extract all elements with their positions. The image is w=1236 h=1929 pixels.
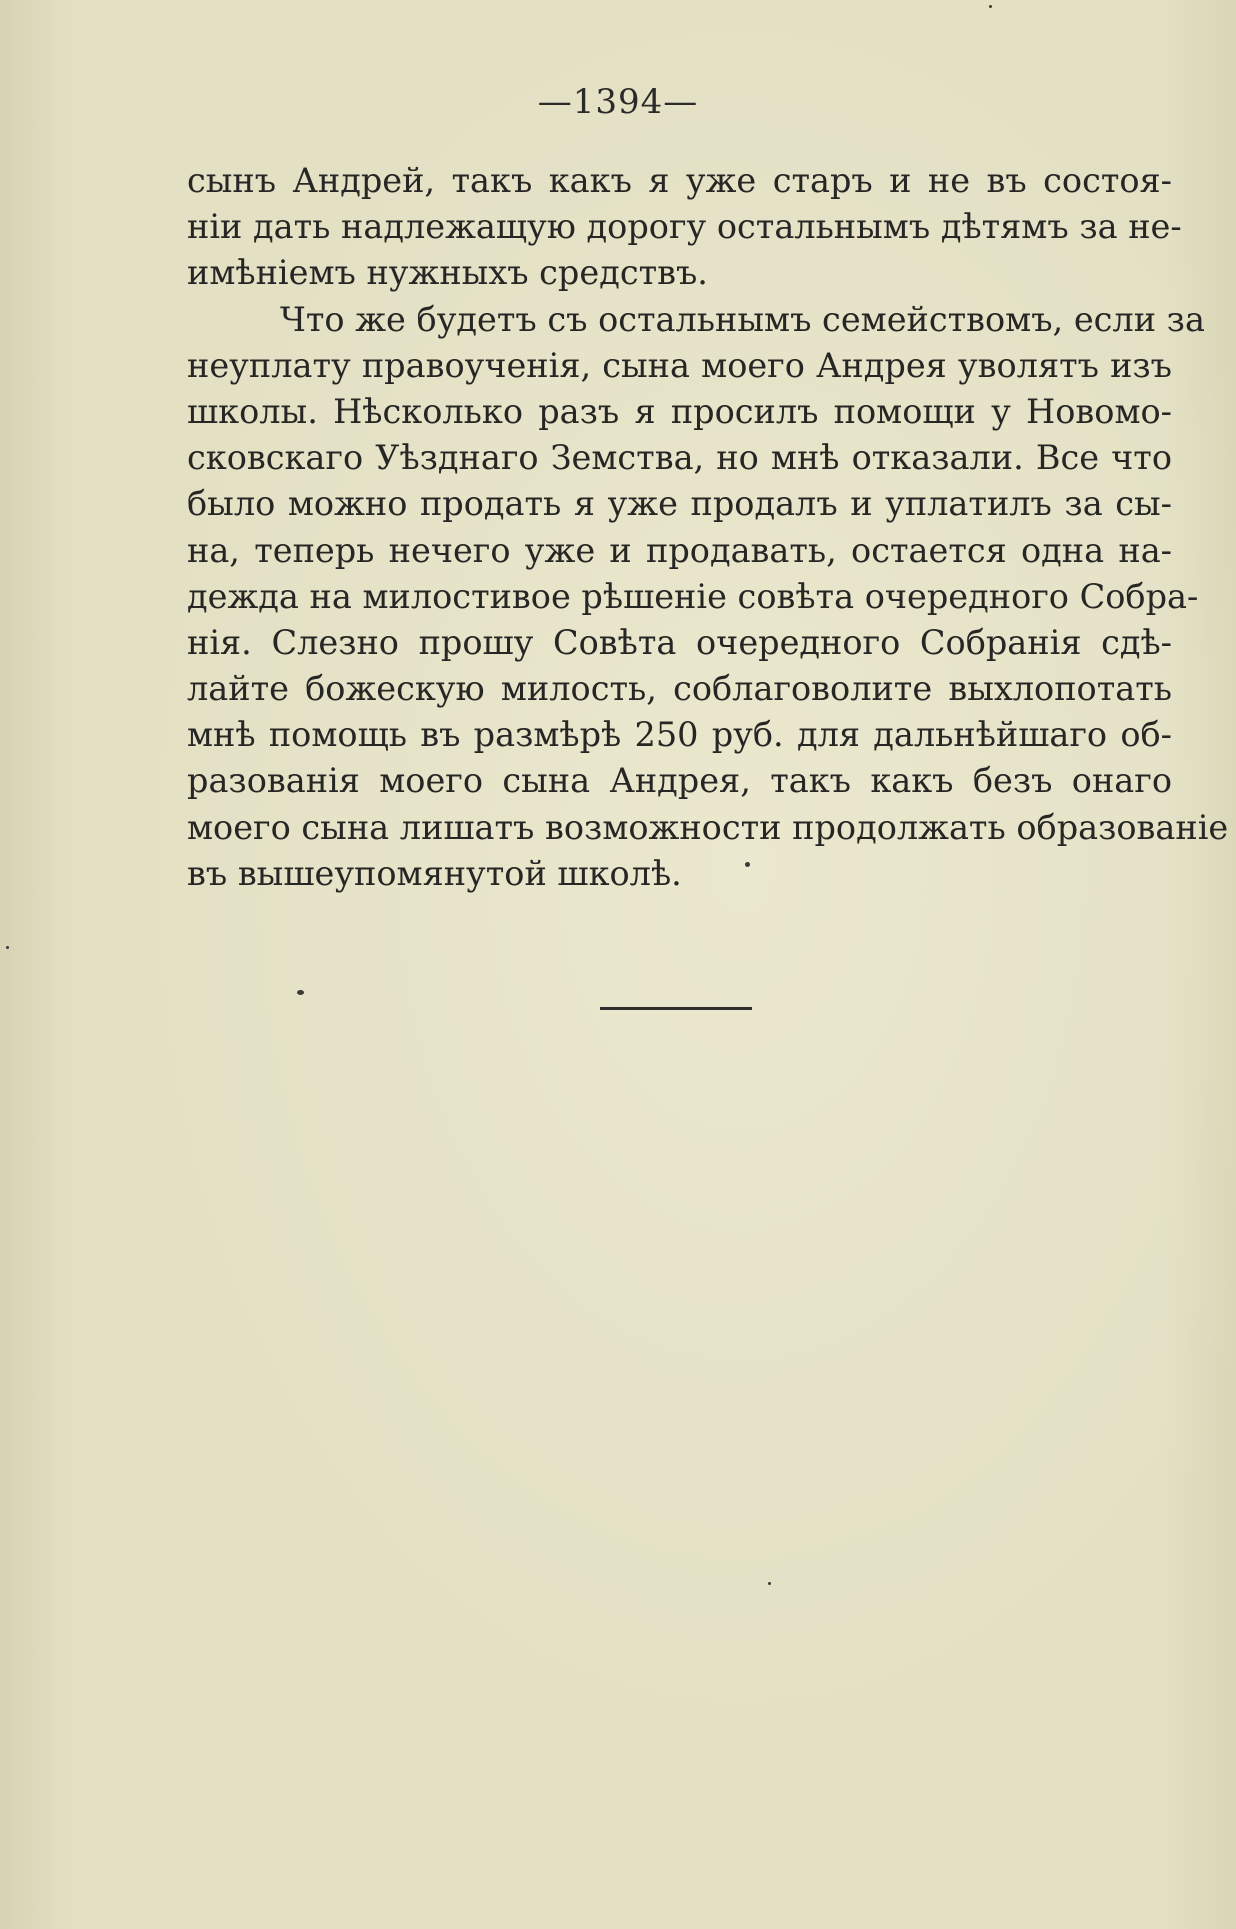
text-line: Что же будетъ съ остальнымъ семействомъ, если за	[280, 299, 1205, 339]
body-text	[187, 158, 1229, 897]
text-line: въ вышеупомянутой школѣ.	[187, 853, 682, 893]
text-line: лайте божескую милость, соблаговолите выхлопотать	[187, 669, 1172, 709]
page-number: —1394—	[537, 82, 699, 122]
text-line: нiя. Слезно прошу Совѣта очередного Собранiя сдѣ-	[187, 622, 1172, 662]
text-line: мнѣ помощь въ размѣрѣ 250 руб. для дальнѣйшаго об-	[187, 715, 1172, 755]
text-line: дежда на милостивое рѣшенiе совѣта очередного Собра-	[187, 576, 1199, 616]
section-divider	[600, 1007, 752, 1010]
ink-speck	[297, 990, 304, 995]
text-line: сынъ Андрей, такъ какъ я уже старъ и не въ состоя-	[187, 161, 1172, 200]
text-line: нiи дать надлежащую дорогу остальнымъ дѣтямъ за не-	[187, 207, 1182, 247]
text-line: сковскаго Уѣзднаго Земства, но мнѣ отказали. Все что	[187, 438, 1172, 478]
ink-speck	[768, 1582, 771, 1585]
ink-speck	[6, 946, 9, 949]
text-line: моего сына лишатъ возможности продолжать образованiе	[187, 807, 1229, 847]
text-line: было можно продать я уже продалъ и уплатилъ за сы-	[187, 484, 1172, 524]
text-line: разованiя моего сына Андрея, такъ какъ безъ онаго	[187, 761, 1172, 801]
ink-speck	[989, 5, 992, 8]
text-line: школы. Нѣсколько разъ я просилъ помощи у Новомо-	[187, 391, 1172, 431]
ink-speck	[745, 862, 750, 867]
text-line: имѣнiемъ нужныхъ средствъ.	[187, 253, 708, 293]
text-line: неуплату правоученiя, сына моего Андрея уволятъ изъ	[187, 345, 1172, 385]
text-line: на, теперь нечего уже и продавать, остается одна на-	[187, 530, 1172, 570]
